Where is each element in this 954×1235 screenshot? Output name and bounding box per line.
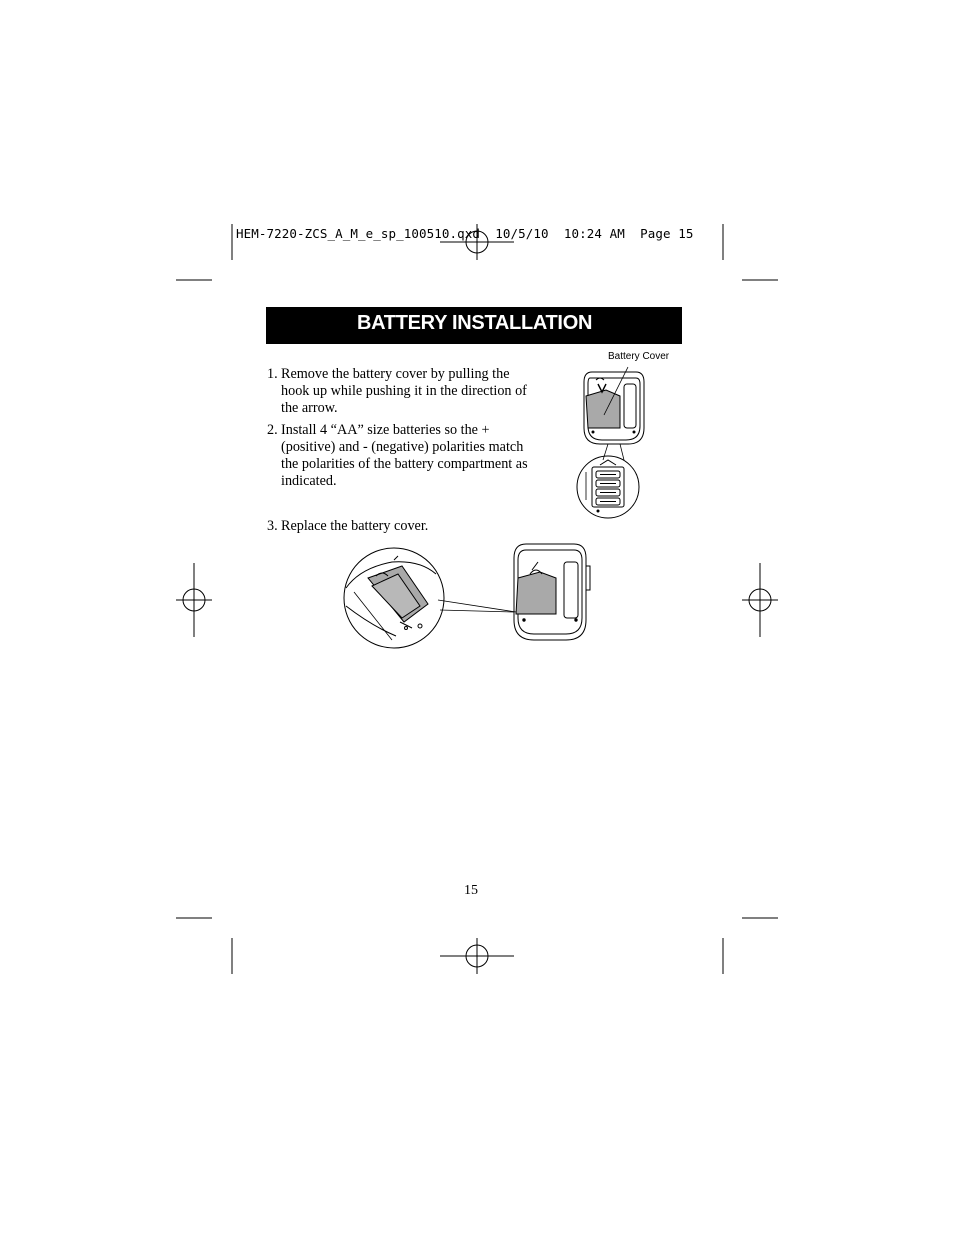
step-number: 3. xyxy=(267,518,278,534)
replace-cover-zoom-illustration xyxy=(344,548,444,648)
print-slug-line: HEM-7220-ZCS_A_M_e_sp_100510.qxd 10/5/10 10:24 AM Page 15 xyxy=(236,226,694,241)
step-text: Replace the battery cover. xyxy=(281,518,429,534)
monitor-back-cover-illustration xyxy=(514,544,590,640)
page-number: 15 xyxy=(464,883,478,898)
section-title: BATTERY INSTALLATION xyxy=(357,312,593,334)
battery-compartment-illustration xyxy=(577,456,639,518)
battery-cover-caption: Battery Cover xyxy=(608,351,670,362)
step-text: Install 4 “AA” size batteries so the + (positive) and - (negative) polarities match the polarities of the battery compartment as indicated. xyxy=(281,422,528,489)
step-number: 2. xyxy=(267,422,278,438)
monitor-back-illustration xyxy=(584,367,644,460)
step-number: 1. xyxy=(267,366,278,382)
step-text: Remove the battery cover by pulling the hook up while pushing it in the direction of the arrow. xyxy=(281,366,527,416)
